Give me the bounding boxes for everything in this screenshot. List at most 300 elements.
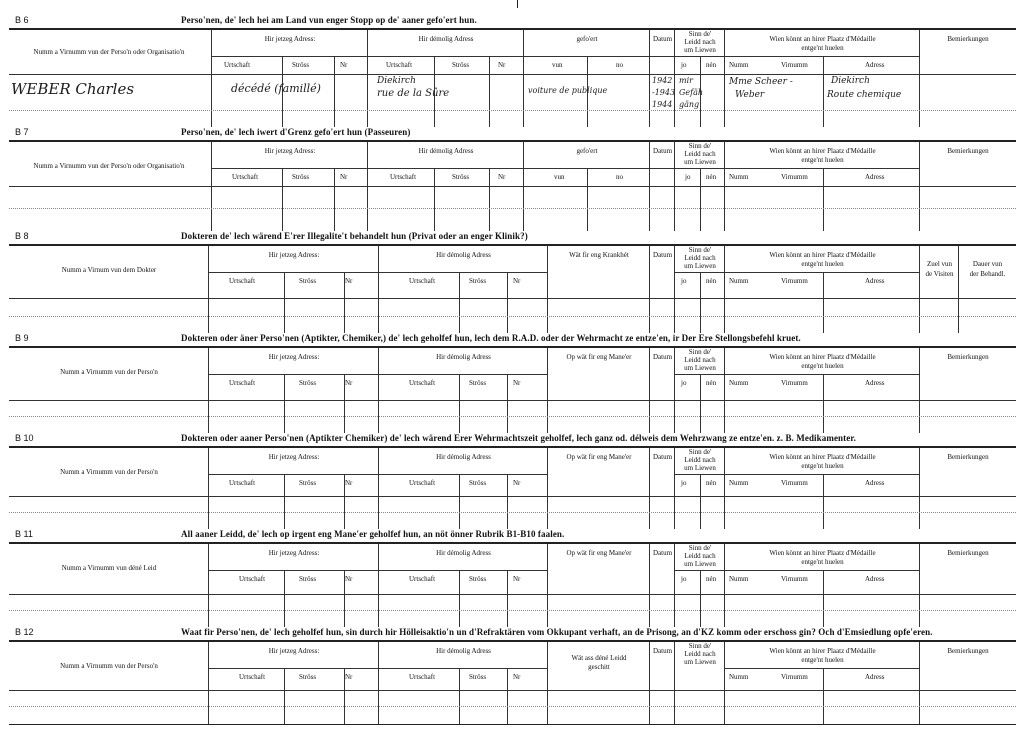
entry-alive-2: Gefäh: [679, 88, 704, 97]
column-label: Urtschaft: [409, 277, 436, 285]
table-cell: [9, 544, 209, 627]
column-label: Numm a Virnumm vun der Perso'n: [60, 468, 158, 476]
section-header: [9, 230, 1016, 245]
rule-line: [823, 668, 824, 724]
rule-line: [459, 474, 460, 529]
table-cell: [379, 544, 548, 627]
column-label: um Liewen: [684, 158, 716, 166]
rule-line: [489, 168, 490, 231]
column-label: Nr: [513, 479, 521, 487]
column-label: jo: [681, 379, 687, 387]
rule-line: [675, 374, 920, 375]
column-label: Urtschaft: [390, 173, 417, 181]
column-label: Datum: [652, 549, 673, 557]
rule-line: [9, 610, 1016, 611]
column-label: nén: [706, 173, 717, 181]
column-label: Leidd nach: [684, 38, 716, 46]
table-cell: [379, 246, 548, 333]
column-label: Ströss: [292, 173, 310, 181]
column-label: Ströss: [469, 673, 487, 681]
table-cell: [675, 642, 725, 724]
rule-line: [9, 74, 1016, 75]
table-cell: [650, 448, 675, 529]
column-label: jo: [681, 61, 687, 69]
column-label: Virnumm: [781, 173, 808, 181]
column-label: Ströss: [469, 277, 487, 285]
column-label: Virnumm: [781, 575, 808, 583]
column-label: Nr: [345, 479, 353, 487]
rule-line: [675, 570, 920, 571]
column-label: Zuel vun: [926, 260, 953, 268]
column-label: Wien könnt an hirer Plaatz d'Médaille: [769, 147, 876, 155]
column-label: geschitt: [588, 663, 610, 671]
table-cell: [548, 544, 650, 627]
section-header: [9, 14, 1016, 29]
column-label: Numm: [729, 575, 749, 583]
section-table: [9, 543, 1016, 627]
table-cell: [920, 348, 1016, 433]
rule-line: [700, 374, 701, 433]
rule-line: [209, 668, 548, 669]
rule-line: [344, 668, 345, 724]
rule-line: [9, 496, 1016, 497]
column-label: Nr: [345, 673, 353, 681]
column-label: Wät fir eng Krankhét: [569, 251, 629, 259]
column-label: jo: [681, 575, 687, 583]
column-label: Datum: [652, 35, 673, 43]
column-label: Op wät fir eng Mane'er: [566, 353, 632, 361]
rule-line: [507, 272, 508, 333]
rule-line: [344, 272, 345, 333]
current-address-column: [212, 30, 368, 127]
column-label: entge'nt huelen: [801, 260, 844, 268]
rule-line: [209, 570, 548, 571]
column-label: Ströss: [469, 575, 487, 583]
column-label: Numm: [729, 673, 749, 681]
table-cell: [209, 448, 379, 529]
section-title: Dokteren de' lech wärend E'rer Illegalite't behandelt hun (Privat oder an enger Klinik?): [181, 231, 528, 241]
column-label: de Visiten: [925, 270, 954, 278]
rule-line: [823, 56, 824, 127]
rule-line: [823, 570, 824, 627]
table-cell: [379, 642, 548, 724]
column-label: Ströss: [469, 379, 487, 387]
section-b12: [9, 626, 1016, 723]
entry-current-place: décédé (famillé): [231, 82, 321, 95]
rule-line: [344, 374, 345, 433]
section-title: Perso'nen, de' lech hei am Land vun enger Stopp op de' aaner gefo'ert hun.: [181, 15, 477, 25]
table-cell: [959, 246, 1016, 333]
column-label: Numm: [729, 61, 749, 69]
column-label: Wien könnt an hirer Plaatz d'Médaille: [769, 549, 876, 557]
column-label: Adress: [865, 479, 885, 487]
column-label: Ströss: [299, 379, 317, 387]
section-header: [9, 126, 1016, 141]
column-label: Ströss: [299, 575, 317, 583]
rule-line: [212, 168, 920, 169]
column-label: Nr: [345, 575, 353, 583]
table-cell: [548, 642, 650, 724]
column-label: Urtschaft: [229, 379, 256, 387]
column-label: vun: [554, 173, 565, 181]
column-label: Datum: [652, 647, 673, 655]
rule-line: [459, 374, 460, 433]
entry-name: WEBER Charles: [11, 80, 135, 98]
column-label: nén: [706, 479, 717, 487]
column-label: um Liewen: [684, 658, 716, 666]
column-label: Virnumm: [781, 379, 808, 387]
section-table: [9, 141, 1016, 231]
entry-driven-from: voiture de publique: [528, 86, 608, 95]
column-label: Nr: [498, 61, 506, 69]
rule-line: [459, 272, 460, 333]
entry-date-2: -1943: [652, 88, 676, 97]
entry-former-place: Diekirch: [377, 76, 416, 86]
section-code: B 6: [15, 15, 29, 25]
column-label: Nr: [345, 277, 353, 285]
column-label: Hir jetzeg Adress:: [268, 353, 320, 361]
section-title: All aaner Leidd, de' lech op irgent eng Mane'er geholfef hun, an nöt önner Rubrik B1-B10 faalen.: [181, 529, 565, 539]
rule-line: [675, 474, 920, 475]
table-cell: [920, 642, 1016, 724]
entry-medal-name: Mme Scheer -: [729, 77, 793, 87]
table-cell: [650, 348, 675, 433]
column-label: Wien könnt an hirer Plaatz d'Médaille: [769, 453, 876, 461]
column-label: Numm a Virnumm vun der Perso'n: [60, 368, 158, 376]
column-label: Nr: [513, 575, 521, 583]
column-label: vun: [552, 61, 563, 69]
section-b11: [9, 528, 1016, 626]
column-label: Ströss: [469, 479, 487, 487]
rule-line: [284, 374, 285, 433]
table-cell: [9, 642, 209, 724]
column-label: Op wät fir eng Mane'er: [566, 549, 632, 557]
column-label: Wien könnt an hirer Plaatz d'Médaille: [769, 353, 876, 361]
entry-alive-1: mir: [679, 76, 693, 85]
column-label: Numm a Virnumm vun déné Leid: [61, 564, 157, 572]
rule-line: [344, 474, 345, 529]
table-cell: [379, 448, 548, 529]
section-title: Waat fir Perso'nen, de' lech geholfef hun, sin durch hir Hölleisaktio'n un d'Refraktären vom Okkupant verhaft, an de Prisong, an d'KZ komm oder erschoss gin? Och d'Emsiedlung opfe'eren.: [181, 627, 933, 637]
column-label: gefo'ert: [576, 35, 598, 43]
table-cell: [209, 246, 379, 333]
rule-line: [284, 668, 285, 724]
column-label: Hir démolig Adress: [436, 353, 491, 361]
column-label: Urtschaft: [409, 673, 436, 681]
column-label: Ströss: [452, 61, 470, 69]
table-cell: [9, 246, 209, 333]
column-label: Ströss: [452, 173, 470, 181]
column-label: um Liewen: [684, 560, 716, 568]
section-table: [9, 641, 1016, 725]
column-label: Numm a Virnumm vun der Perso'n: [60, 662, 158, 670]
column-label: entge'nt huelen: [801, 44, 844, 52]
section-b10: [9, 432, 1016, 528]
column-label: Datum: [652, 353, 673, 361]
rule-line: [284, 272, 285, 333]
column-label: Sinn de': [688, 642, 712, 650]
column-label: jo: [685, 173, 691, 181]
table-cell: [209, 544, 379, 627]
column-label: Hir démolig Adress: [436, 549, 491, 557]
rule-line: [507, 474, 508, 529]
column-label: Numm: [729, 379, 749, 387]
column-label: nén: [706, 575, 717, 583]
rule-line: [507, 668, 508, 724]
section-title: Dokteren oder äner Perso'nen (Aptikter, Chemiker,) de' lech geholfef hun, lech dem R.A.D. oder der Wehrmacht ze entze'en, ir Der Ere Stellongsbefehl kruet.: [181, 333, 801, 343]
section-code: B 11: [15, 529, 33, 539]
rule-line: [209, 374, 548, 375]
column-label: Hir jetzeg Adress:: [268, 549, 320, 557]
column-label: Sinn de': [688, 142, 712, 150]
rule-line: [344, 570, 345, 627]
rule-line: [675, 272, 920, 273]
rule-line: [284, 474, 285, 529]
column-label: Datum: [652, 251, 673, 259]
section-b7: [9, 126, 1016, 230]
column-label: no: [616, 173, 623, 181]
rule-line: [9, 186, 1016, 187]
column-label: Sinn de': [688, 448, 712, 456]
entry-medal-address-2: Route chemique: [827, 90, 902, 100]
column-label: gefo'ert: [576, 147, 598, 155]
column-label: Hir démolig Adress: [418, 147, 474, 155]
rule-line: [700, 474, 701, 529]
column-label: Adress: [865, 673, 885, 681]
column-label: Hir jetzeg Adress:: [268, 251, 320, 259]
column-label: Hir jetzeg Adress:: [264, 35, 316, 43]
rule-line: [700, 570, 701, 627]
column-label: Hir démolig Adress: [418, 35, 474, 43]
table-cell: [650, 246, 675, 333]
table-cell: [9, 448, 209, 529]
column-label: entge'nt huelen: [801, 656, 844, 664]
section-b8: [9, 230, 1016, 332]
rule-line: [823, 168, 824, 231]
rule-line: [823, 474, 824, 529]
rule-line: [9, 416, 1016, 417]
table-cell: [548, 448, 650, 529]
column-label: Hir jetzeg Adress:: [268, 647, 320, 655]
column-label: Bemierkungen: [947, 353, 989, 361]
rule-line: [334, 168, 335, 231]
column-label: nén: [706, 61, 717, 69]
top-edge-mark: [517, 0, 518, 8]
column-label: Urtschaft: [229, 479, 256, 487]
column-label: Nr: [513, 673, 521, 681]
column-label: Nr: [498, 173, 506, 181]
column-label: jo: [681, 479, 687, 487]
column-label: Sinn de': [688, 246, 712, 254]
column-label: Sinn de': [688, 348, 712, 356]
column-label: Numm: [729, 173, 749, 181]
entry-alive-3: gäng: [679, 100, 700, 109]
column-label: Urtschaft: [239, 673, 266, 681]
rule-line: [459, 570, 460, 627]
column-label: Bemierkungen: [947, 549, 989, 557]
column-label: Adress: [865, 61, 885, 69]
column-label: Datum: [652, 147, 673, 155]
rule-line: [9, 298, 1016, 299]
rule-line: [9, 400, 1016, 401]
rule-line: [700, 168, 701, 231]
column-label: Sinn de': [688, 544, 712, 552]
table-cell: [379, 348, 548, 433]
column-label: no: [616, 61, 623, 69]
column-label: Leidd nach: [684, 650, 716, 658]
section-code: B 7: [15, 127, 29, 137]
table-cell: [920, 246, 959, 333]
section-table: [9, 245, 1016, 333]
rule-line: [9, 706, 1016, 707]
column-label: Leidd nach: [684, 254, 716, 262]
rule-line: [507, 570, 508, 627]
column-label: Urtschaft: [409, 479, 436, 487]
column-label: Leidd nach: [684, 150, 716, 158]
section-table: [9, 447, 1016, 529]
rule-line: [459, 668, 460, 724]
column-label: Hir jetzeg Adress:: [264, 147, 316, 155]
table-cell: [9, 348, 209, 433]
column-label: Urtschaft: [229, 277, 256, 285]
section-table: [9, 29, 1016, 127]
column-label: Numm a Virnum vun dem Dokter: [61, 266, 157, 274]
section-header: [9, 432, 1016, 447]
column-label: nén: [706, 277, 717, 285]
column-label: entge'nt huelen: [801, 462, 844, 470]
rule-line: [9, 690, 1016, 691]
column-label: Hir démolig Adress: [436, 453, 491, 461]
column-label: Virnumm: [781, 479, 808, 487]
column-label: Urtschaft: [409, 379, 436, 387]
table-cell: [650, 642, 675, 724]
section-header: [9, 626, 1016, 641]
column-label: Numm: [729, 277, 749, 285]
column-label: Bemierkungen: [947, 453, 989, 461]
column-label: Nr: [340, 61, 348, 69]
section-code: B 12: [15, 627, 34, 637]
entry-date-1: 1942: [652, 76, 673, 85]
column-label: Virnumm: [781, 673, 808, 681]
column-label: Nr: [513, 277, 521, 285]
rule-line: [9, 110, 1016, 111]
column-label: um Liewen: [684, 464, 716, 472]
column-label: Urtschaft: [232, 173, 259, 181]
rule-line: [9, 208, 1016, 209]
rule-line: [434, 168, 435, 231]
rule-line: [209, 272, 548, 273]
column-label: Op wät fir eng Mane'er: [566, 453, 632, 461]
column-label: der Behandl.: [969, 270, 1006, 278]
entry-former-street: rue de la Sûre: [377, 88, 450, 99]
column-label: Urtschaft: [386, 61, 413, 69]
column-label: Wien könnt an hirer Plaatz d'Médaille: [769, 647, 876, 655]
column-label: Virnumm: [781, 61, 808, 69]
rule-line: [9, 512, 1016, 513]
table-cell: [920, 448, 1016, 529]
column-label: Urtschaft: [224, 61, 251, 69]
rule-line: [700, 272, 701, 333]
column-label: Nr: [513, 379, 521, 387]
name-column: [9, 30, 212, 127]
rule-line: [334, 56, 335, 127]
column-label: Ströss: [299, 673, 317, 681]
column-label: Adress: [865, 277, 885, 285]
section-code: B 9: [15, 333, 29, 343]
table-cell: [920, 544, 1016, 627]
column-label: Wät ass déné Leidd: [571, 654, 627, 662]
rule-line: [212, 56, 920, 57]
section-b9: [9, 332, 1016, 432]
column-label: Bemierkungen: [947, 35, 989, 43]
rule-line: [489, 56, 490, 127]
column-label: Datum: [652, 453, 673, 461]
column-label: entge'nt huelen: [801, 362, 844, 370]
column-label: Nr: [345, 379, 353, 387]
section-table: [9, 347, 1016, 433]
section-header: [9, 528, 1016, 543]
column-label: Urtschaft: [409, 575, 436, 583]
column-label: Virnumm: [781, 277, 808, 285]
section-code: B 8: [15, 231, 29, 241]
section-title: Perso'nen, de' lech iwert d'Grenz gefo'ert hun (Passeuren): [181, 127, 411, 137]
section-code: B 10: [15, 433, 34, 443]
rule-line: [9, 594, 1016, 595]
column-label: Ströss: [299, 277, 317, 285]
column-label: Numm a Virnumm vun der Perso'n oder Organisatio'n: [33, 48, 185, 56]
column-label: Wien könnt an hirer Plaatz d'Médaille: [769, 251, 876, 259]
rule-line: [823, 272, 824, 333]
column-label: Dauer vun: [972, 260, 1003, 268]
remarks-column: [920, 30, 1016, 127]
column-label: entge'nt huelen: [801, 156, 844, 164]
column-label: Urtschaft: [239, 575, 266, 583]
rule-line: [9, 316, 1016, 317]
table-cell: [650, 544, 675, 627]
column-label: um Liewen: [684, 364, 716, 372]
column-label: Leidd nach: [684, 456, 716, 464]
column-label: Numm: [729, 479, 749, 487]
column-label: Wien könnt an hirer Plaatz d'Médaille: [769, 35, 876, 43]
column-label: jo: [681, 277, 687, 285]
section-title: Dokteren oder aaner Perso'nen (Aptikter Chemiker) de' lech wärend Erer Wehrmachtszeit geholfef, lech ganz od. délweis dem Wehrzwang ze entze'en. z. B. Medikamenter.: [181, 433, 856, 443]
table-cell: [548, 348, 650, 433]
section-b6: [9, 14, 1016, 126]
column-label: Ströss: [299, 479, 317, 487]
column-label: entge'nt huelen: [801, 558, 844, 566]
column-label: Nr: [340, 173, 348, 181]
rule-line: [209, 474, 548, 475]
table-cell: [209, 348, 379, 433]
column-label: Bemierkungen: [947, 647, 989, 655]
rule-line: [507, 374, 508, 433]
entry-medal-firstname: Weber: [735, 90, 765, 100]
column-label: Bemierkungen: [947, 147, 989, 155]
column-label: Adress: [865, 575, 885, 583]
column-label: Adress: [865, 173, 885, 181]
section-header: [9, 332, 1016, 347]
rule-line: [823, 374, 824, 433]
column-label: um Liewen: [684, 46, 716, 54]
column-label: Hir jetzeg Adress:: [268, 453, 320, 461]
rule-line: [284, 570, 285, 627]
column-label: Ströss: [292, 61, 310, 69]
column-label: Sinn de': [688, 30, 712, 38]
table-cell: [548, 246, 650, 333]
column-label: um Liewen: [684, 262, 716, 270]
entry-medal-address-1: Diekirch: [831, 76, 870, 86]
table-cell: [209, 642, 379, 724]
